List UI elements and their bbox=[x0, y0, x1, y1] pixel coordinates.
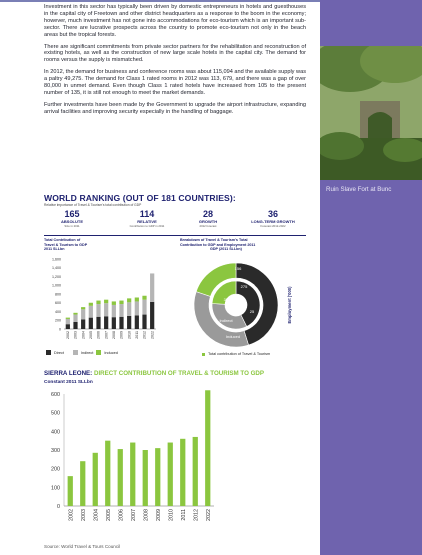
donut-label: 355 bbox=[223, 297, 231, 302]
donut-label: Direct bbox=[232, 310, 244, 315]
stat-number: 36 bbox=[267, 209, 278, 219]
stat-sub: 2012 forecast bbox=[199, 224, 217, 228]
stat-growth bbox=[188, 210, 228, 228]
legend-direct: Direct bbox=[54, 350, 64, 355]
bar-2006 bbox=[118, 449, 123, 506]
heading-line: 2011 SLLbn bbox=[44, 247, 65, 252]
stat-label: LONG-TERM GROWTH bbox=[251, 219, 295, 224]
donut-label: 25 bbox=[249, 309, 255, 314]
x-tick-label: 2003 bbox=[73, 331, 78, 339]
x-tick-label: 2003 bbox=[80, 509, 87, 521]
legend-total: Total contribution of Travel & Tourism bbox=[208, 352, 271, 356]
bar-2011 bbox=[180, 439, 185, 506]
bar-segment-induced bbox=[135, 298, 139, 302]
bar-2022 bbox=[205, 390, 210, 506]
slave-fort-photo bbox=[320, 46, 422, 180]
stat-long-term-growth bbox=[242, 210, 304, 228]
bar-segment-indirect bbox=[150, 273, 154, 301]
bar-segment-direct bbox=[119, 317, 123, 329]
title-prefix: SIERRA LEONE: bbox=[44, 370, 93, 377]
paragraph: There are significant commitments from private sector partners for the rehabilitation and reconstruction of existing hotels, as well as the construction of new large scale hotels in the capital city. The demand for rooms versus the supply is mismatched. bbox=[44, 43, 306, 64]
y-tick-label: 1,600 bbox=[52, 257, 61, 262]
bar-segment-indirect bbox=[127, 302, 131, 316]
employment-axis-label: Employment ('000) bbox=[287, 286, 292, 324]
legend-swatch-direct bbox=[46, 350, 51, 355]
x-tick-label: 2009 bbox=[155, 509, 162, 521]
x-tick-label: 2010 bbox=[127, 331, 132, 339]
y-tick-label: 300 bbox=[51, 448, 60, 454]
bar-segment-indirect bbox=[119, 304, 123, 317]
y-tick-label: 600 bbox=[55, 301, 61, 306]
bar-2008 bbox=[143, 450, 148, 506]
x-tick-label: 2004 bbox=[81, 331, 86, 339]
direct-contribution-chart bbox=[44, 390, 224, 540]
stat-number: 165 bbox=[64, 209, 80, 219]
bar-segment-direct bbox=[142, 315, 146, 329]
y-tick-label: 100 bbox=[51, 485, 60, 492]
x-tick-label: 2011 bbox=[180, 509, 187, 521]
photo-illustration bbox=[320, 46, 422, 180]
donut-label: Indirect bbox=[219, 318, 233, 323]
left-chart-heading bbox=[44, 238, 87, 252]
y-tick-label: 1,000 bbox=[52, 283, 61, 288]
x-tick-label: 2008 bbox=[112, 331, 117, 339]
x-tick-label: 2012 bbox=[142, 331, 147, 339]
stat-relative bbox=[118, 210, 176, 228]
bar-2003 bbox=[80, 461, 85, 506]
bar-segment-direct bbox=[81, 319, 85, 329]
body-text bbox=[44, 4, 306, 121]
bar-segment-direct bbox=[96, 317, 100, 329]
bar-segment-indirect bbox=[66, 319, 70, 324]
stat-label: GROWTH bbox=[198, 219, 218, 224]
paragraph: In 2012, the demand for business and conference rooms was about 115,094 and the available supply was a paltry 49,275. The demand for Class 1 rated rooms in 2012 was 113, 679, and there was a gap of over 80,000 in unmet demand. Even though Class 1 rated hotels have increased from 105 to the present number of 135, it is still not enough to meet the market demands. bbox=[44, 69, 306, 96]
y-tick-label: 500 bbox=[51, 410, 60, 417]
sidebar bbox=[320, 0, 422, 555]
bar-2007 bbox=[130, 443, 135, 506]
x-tick-label: 2011 bbox=[135, 331, 140, 339]
x-tick-label: 2022 bbox=[205, 509, 212, 521]
x-tick-label: 2007 bbox=[104, 331, 109, 339]
y-tick-label: 400 bbox=[55, 309, 61, 314]
heading-line: Breakdown of Travel & Tourism's Total bbox=[180, 238, 248, 242]
bar-segment-indirect bbox=[112, 305, 116, 317]
photo-caption: Ruin Slave Fort at Bunc bbox=[326, 186, 392, 193]
x-tick-label: 2002 bbox=[66, 331, 71, 339]
bar-segment-induced bbox=[89, 303, 93, 306]
x-tick-label: 2004 bbox=[93, 509, 100, 521]
x-tick-label: 2006 bbox=[96, 331, 101, 339]
stat-label: ABSOLUTE bbox=[61, 219, 83, 224]
legend-induced: Induced bbox=[104, 350, 118, 355]
breakdown-donut-chart bbox=[190, 258, 300, 354]
bar-segment-direct bbox=[66, 324, 70, 329]
y-tick-label: 1,200 bbox=[52, 274, 61, 279]
bar-segment-indirect bbox=[96, 304, 100, 317]
stat-label: RELATIVE bbox=[137, 219, 157, 224]
paragraph: Investment in this sector has typically been driven by domestic entrepreneurs in hotels and guesthouses in the capital city of Freetown and other district headquarters as a response to the boom in the economy; however, much investment has not gone into accommodations for eco-tourism which is an important sub-sector. There are lucrative prospects across the country to promote eco-tourism not only in the beach areas but the tropical forests. bbox=[44, 4, 306, 38]
x-tick-label: 2009 bbox=[119, 331, 124, 339]
x-tick-label: 2005 bbox=[89, 331, 94, 339]
sl-chart-title bbox=[44, 370, 264, 377]
bar-segment-indirect bbox=[135, 301, 139, 315]
x-tick-label: 2005 bbox=[105, 509, 112, 521]
legend-swatch-indirect bbox=[73, 350, 78, 355]
stat-sub: Forecast 2012-2022 bbox=[260, 224, 286, 228]
y-tick-label: 0 bbox=[59, 327, 61, 332]
heading-line: Contribution to GDP and Employment 2011 bbox=[180, 242, 256, 247]
x-tick-label: 2007 bbox=[130, 509, 137, 521]
bar-segment-direct bbox=[104, 316, 108, 329]
bar-segment-induced bbox=[127, 298, 131, 302]
divider bbox=[44, 235, 306, 236]
bar-2004 bbox=[93, 453, 98, 506]
y-tick-label: 800 bbox=[55, 292, 61, 297]
bar-segment-induced bbox=[81, 307, 85, 309]
stat-number: 114 bbox=[139, 209, 155, 219]
stat-number: 28 bbox=[202, 209, 213, 219]
legend-swatch-induced bbox=[96, 350, 101, 355]
bar-2012 bbox=[193, 437, 198, 506]
stat-sub: Contribution to GDP in 2011 bbox=[129, 224, 165, 228]
y-tick-label: 600 bbox=[51, 392, 60, 398]
bar-segment-indirect bbox=[104, 303, 108, 316]
stat-sub: Size in 2011 bbox=[64, 224, 80, 228]
donut-label: Induced bbox=[225, 334, 241, 339]
bar-2002 bbox=[68, 476, 73, 506]
bar-segment-induced bbox=[73, 313, 77, 315]
heading-line: GDP (2011 SLLbn) bbox=[210, 247, 242, 252]
x-tick-label: 2002 bbox=[68, 509, 75, 521]
donut-chart-heading bbox=[180, 238, 255, 252]
bar-segment-direct bbox=[135, 315, 139, 329]
donut-label: 156 bbox=[234, 266, 242, 271]
heading-line: Travel & Tourism to GDP bbox=[44, 242, 88, 247]
bar-segment-induced bbox=[96, 301, 100, 305]
y-tick-label: 200 bbox=[51, 466, 60, 473]
bar-segment-direct bbox=[127, 316, 131, 329]
paragraph: Further investments have been made by the Government to upgrade the airport infrastructure, expanding arrival facilities and improving security especially in the handling of baggage. bbox=[44, 101, 306, 115]
legend-indirect: Indirect bbox=[80, 350, 94, 355]
x-tick-label: 2008 bbox=[143, 509, 150, 521]
source-note: Source: World Travel & Tours Council bbox=[44, 544, 121, 549]
legend-swatch-total bbox=[202, 353, 205, 356]
x-tick-label: 2012 bbox=[193, 509, 200, 521]
bar-segment-direct bbox=[150, 302, 154, 329]
stat-absolute bbox=[52, 210, 92, 228]
bar-2005 bbox=[105, 441, 110, 506]
donut-label: 32 bbox=[239, 300, 245, 305]
bar-segment-induced bbox=[119, 301, 123, 305]
x-tick-label: 2010 bbox=[168, 509, 175, 521]
bar-segment-indirect bbox=[89, 306, 93, 318]
total-contribution-chart bbox=[44, 255, 159, 345]
sl-chart-unit: Constant 2011 SLLbn bbox=[44, 380, 93, 385]
y-tick-label: 400 bbox=[51, 429, 60, 436]
y-tick-label: 1,400 bbox=[52, 266, 61, 271]
donut-legend bbox=[202, 352, 270, 356]
bar-segment-induced bbox=[66, 318, 70, 319]
y-tick-label: 0 bbox=[57, 504, 60, 510]
bar-segment-indirect bbox=[73, 315, 77, 322]
donut-label: 275 bbox=[240, 284, 248, 289]
bar-segment-induced bbox=[104, 300, 108, 304]
bar-segment-indirect bbox=[142, 300, 146, 315]
ranking-subtitle: Relative importance of Travel & Tourism's total contribution of GDP bbox=[44, 203, 142, 207]
bar-segment-induced bbox=[142, 296, 146, 300]
y-tick-label: 200 bbox=[55, 318, 61, 323]
bar-2009 bbox=[155, 448, 160, 506]
bar-segment-direct bbox=[89, 318, 93, 329]
bar-2010 bbox=[168, 443, 173, 506]
x-tick-label: 2022 bbox=[150, 331, 155, 339]
top-rule bbox=[0, 0, 320, 2]
heading-line: Total Contribution of bbox=[44, 238, 81, 242]
bar-segment-induced bbox=[112, 301, 116, 305]
bar-segment-direct bbox=[73, 322, 77, 329]
title-rest: DIRECT CONTRIBUTION OF TRAVEL & TOURISM TO GDP bbox=[93, 370, 265, 377]
x-tick-label: 2006 bbox=[118, 509, 125, 521]
ranking-title: WORLD RANKING (OUT OF 181 COUNTRIES): bbox=[44, 193, 236, 203]
left-chart-legend bbox=[46, 350, 118, 355]
bar-segment-direct bbox=[112, 317, 116, 329]
bar-segment-indirect bbox=[81, 309, 85, 319]
